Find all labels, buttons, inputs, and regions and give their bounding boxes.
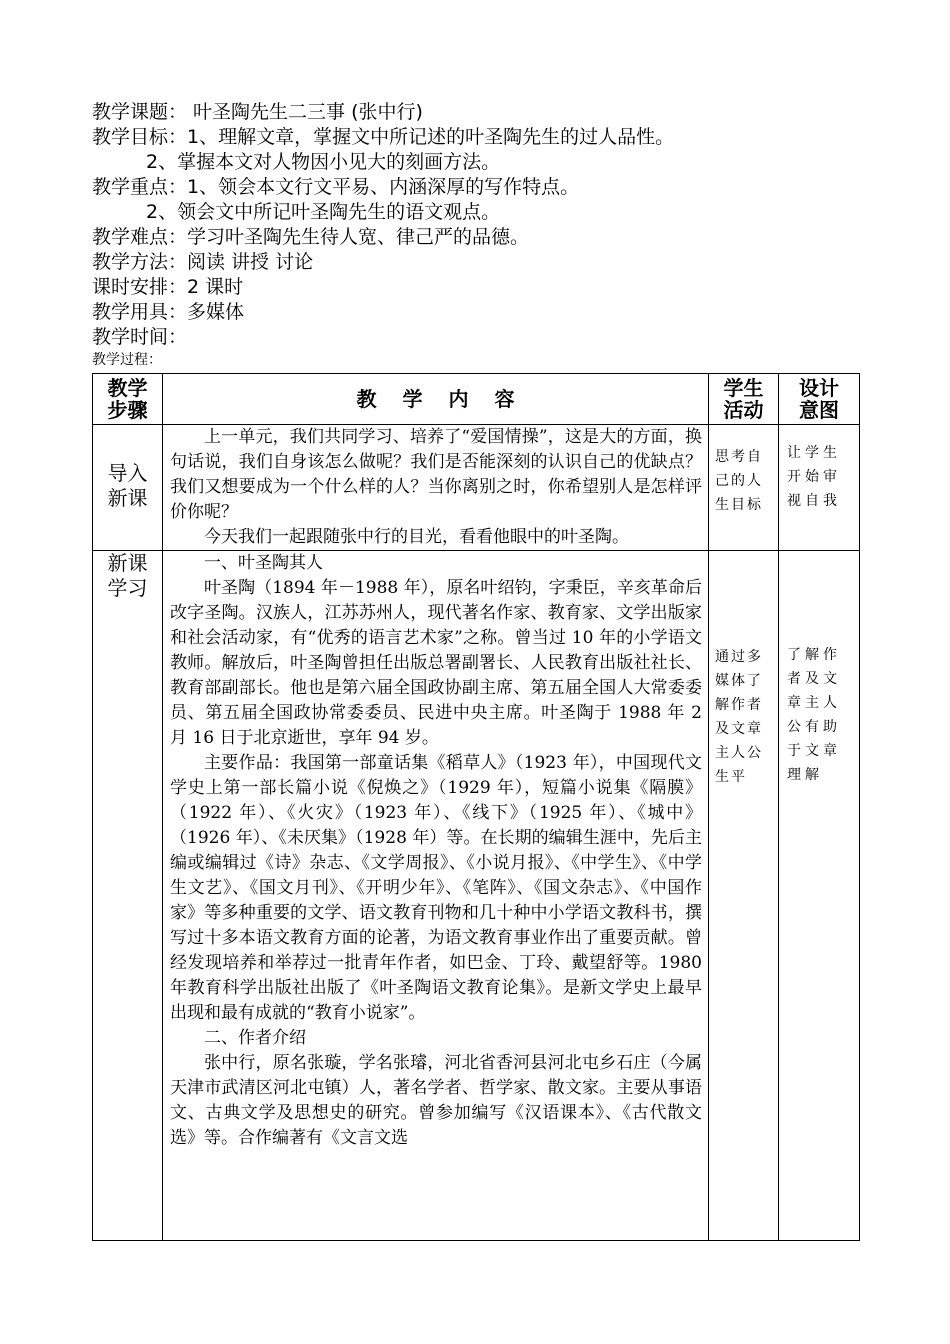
- section-heading: 二、作者介绍: [204, 1028, 306, 1048]
- header-design-intent: 设计 意图: [779, 374, 860, 425]
- row-content-intro: [163, 425, 709, 551]
- header-student-activity: 学生 活动: [709, 374, 779, 425]
- lesson-hours: 课时安排：2 课时: [92, 276, 244, 298]
- content-paragraph: 主要作品：我国第一部童话集《稻草人》（1923 年），中国现代文学史上第一部长篇小说《倪焕之》（1929 年），短篇小说集《隔膜》（1922 年）、《火灾》（1923 年）、《线下》（1925 年）、《城中》（1926 年）、《未厌集》（1928 年）等。在长期的编辑生涯中，先后主编或编辑过《诗》杂志、《文学周报》、《小说月报》、《中学生》、《中学生文艺》、《国文月刊》、《开明少年》、《笔阵》、《国文杂志》、《中国作家》等多种重要的文学、语文教育刊物和几十种中小学语文教科书，撰写过十多本语文教育方面的论著，为语文教育事业作出了重要贡献。曾经发现培养和举荐过一批青年作者，如巴金、丁玲、戴望舒等。1980 年教育科学出版社出版了《叶圣陶语文教育论集》。是新文学史上最早出现和最有成就的“教育小说家”。: [170, 753, 702, 1023]
- lesson-goal-2: 2、掌握本文对人物因小见大的刻画方法。: [146, 151, 501, 173]
- content-paragraph: 今天我们一起跟随张中行的目光，看看他眼中的叶圣陶。: [204, 527, 629, 547]
- table-header-row: [93, 374, 860, 425]
- table-row: [93, 551, 860, 1241]
- header-content: 教学内容: [163, 374, 709, 425]
- lesson-method: 教学方法：阅读 讲授 讨论: [92, 251, 314, 273]
- content-paragraph: 叶圣陶（1894 年－1988 年），原名叶绍钧，字秉臣，辛亥革命后改字圣陶。汉族人，江苏苏州人，现代著名作家、教育家、文学出版家和社会活动家，有“优秀的语言艺术家”之称。曾当过 10 年的小学语文教师。解放后，叶圣陶曾担任出版总署副署长、人民教育出版社社长、教育部副部长。他也是第六届全国政协副主席、第五届全国人大常委委员、第五届全国政协常委委员、民进中央主席。叶圣陶于 1988 年 2 月 16 日于北京逝世，享年 94 岁。: [170, 578, 702, 748]
- lesson-difficulty: 教学难点：学习叶圣陶先生待人宽、律己严的品德。: [92, 226, 530, 248]
- lesson-focus-1: 教学重点：1、领会本文行文平易、内涵深厚的写作特点。: [92, 176, 580, 198]
- lesson-plan-table: [92, 373, 860, 1241]
- lesson-time: 教学时间：: [92, 326, 188, 348]
- lesson-topic: 教学课题： 叶圣陶先生二三事 (张中行): [92, 101, 423, 123]
- lesson-tools: 教学用具：多媒体: [92, 301, 245, 323]
- row-student-new: 通过多媒体了解作者及文章主人公生平: [709, 551, 779, 1241]
- row-design-new: 了解作者及文章主人公有助于文章理解: [779, 551, 860, 1241]
- header-step: 教学 步骤: [93, 374, 163, 425]
- lesson-process-label: 教学过程：: [92, 352, 162, 368]
- row-content-new: [163, 551, 709, 1241]
- table-row: [93, 425, 860, 551]
- content-paragraph: 张中行，原名张璇，学名张璿，河北省香河县河北屯乡石庄（今属天津市武清区河北屯镇）人，著名学者、哲学家、散文家。主要从事语文、古典文学及思想史的研究。曾参加编写《汉语课本》、《古代散文选》等。合作编著有《文言文选: [170, 1053, 702, 1148]
- lesson-header: [92, 100, 872, 369]
- lesson-focus-2: 2、领会文中所记叶圣陶先生的语文观点。: [146, 201, 501, 223]
- row-student-intro: 思考自己的人生目标: [709, 425, 779, 551]
- content-paragraph: 上一单元，我们共同学习、培养了“爱国情操”，这是大的方面，换句话说，我们自身该怎么做呢？我们是否能深刻的认识自己的优缺点？我们又想要成为一个什么样的人？当你离别之时，你希望别人是怎样评价你呢？: [170, 427, 702, 522]
- row-step-new: 新课 学习: [93, 551, 163, 1241]
- section-heading: 一、叶圣陶其人: [204, 553, 323, 573]
- lesson-goal-1: 教学目标：1、理解文章，掌握文中所记述的叶圣陶先生的过人品性。: [92, 126, 675, 148]
- row-step-intro: 导入 新课: [93, 425, 163, 551]
- row-design-intro: 让学生开始审视自我: [779, 425, 860, 551]
